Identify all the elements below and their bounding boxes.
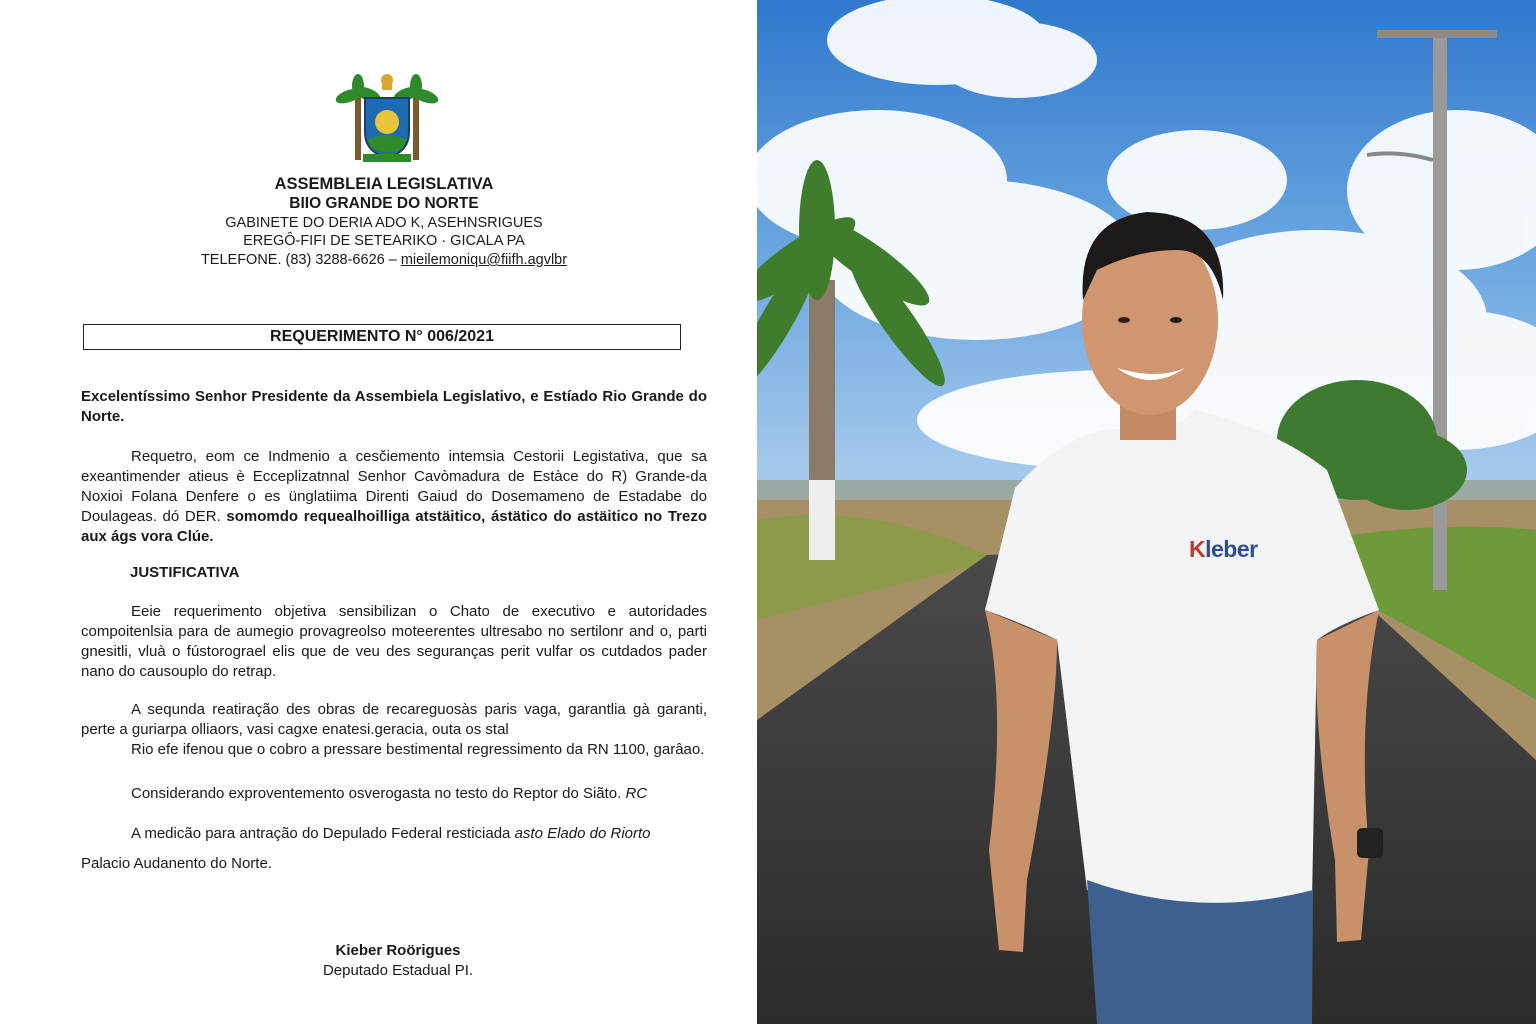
signature-role: Deputado Estadual PI.: [322, 962, 474, 979]
header-institution: ASSEMBLEIA LEGISLATIVA: [274, 175, 494, 193]
shirt-logo-initial: K: [1189, 536, 1206, 562]
considering-text: Considerando exproventemento osverogasta no testo do Reptor do Siãto.: [131, 785, 622, 802]
signature-name: Kieber Roörigues: [335, 942, 461, 959]
salutation: Excelentíssimo Senhor Presidente da Assembiela Legislativo, e Estíado Rio Grande do Norte.: [81, 388, 707, 425]
request-text: Requetro, eom ce Indmenio a cesčiemento intemsia Cestorii Legistativa, que sa exeantimender atieus è Ecceplizatnnal Senhor Cavòmadura de Estàce do R) Grande-da Noxioi Folana Denfere o es ünglatiima Direnti Gaiud do Dosemameno de Estadabe do Doulageas. dó DER.: [81, 448, 707, 525]
road-scene: [757, 0, 1536, 1024]
document-title: REQUERIMENTO N° 006/2021: [83, 324, 681, 350]
header-phone: TELEFONE. (83) 3288-6626 –: [200, 252, 397, 268]
section-heading: JUSTIFICATIVA: [130, 564, 240, 581]
request-paragraph: [81, 447, 707, 547]
coat-of-arms-icon: [333, 70, 441, 168]
document-page: [0, 0, 757, 1024]
considering-abbrev: RC: [625, 785, 648, 802]
considering-paragraph: [81, 784, 707, 804]
measure-italic: asto Elado do Riorto: [514, 825, 651, 842]
justification-line-1: A sequnda reatiração des obras de recareguosàs paris vaga, garantlia gà garanti, perte a guriarpa olliaors, vasi cagxe enatesi.geracia, outa os stal: [81, 701, 707, 738]
shirt-logo: [1189, 536, 1258, 563]
justification-paragraph: Eeie requerimento objetiva sensibilizan o Chato de executivo e autoridades compoitenlsia para de aumegio provagreolso moteerentes ultresabo no sertilonr and o, parti gnesitli, vluà o fústorograel elis que de veu des seguranças perit vulfar os cutdados pader nano do causouplo do retrap.: [81, 603, 707, 680]
request-bold-text: somomdo requealhoilliga atstäitico, ástätico do astäitico no Trezo aux ágs vora Clúe.: [81, 508, 708, 545]
header-address: EREGÔ-FIFI DE SETEARIKO · GICALA PA: [243, 233, 525, 249]
justification-paragraph-2: [81, 700, 707, 760]
measure-paragraph: [81, 824, 707, 844]
justification-line-2: Rio efe ifenou que o cobro a pressare bestimental regressimento da RN 1100, garâao.: [131, 741, 705, 758]
portrait-photo: [757, 0, 1536, 1024]
measure-text: A medicão para antração do Depulado Federal resticiada: [131, 825, 511, 842]
header-email: mieilemoniqu@fiifh.agvlbr: [400, 252, 568, 268]
header-cabinet: GABINETE DO DERIA ADO K, ASEHNSRIGUES: [225, 215, 543, 231]
header-state: BIIO GRANDE DO NORTE: [289, 195, 479, 212]
shirt-logo-rest: leber: [1205, 536, 1258, 562]
place-line: Palacio Audanento do Norte.: [81, 855, 272, 872]
header-contact: [84, 252, 684, 268]
